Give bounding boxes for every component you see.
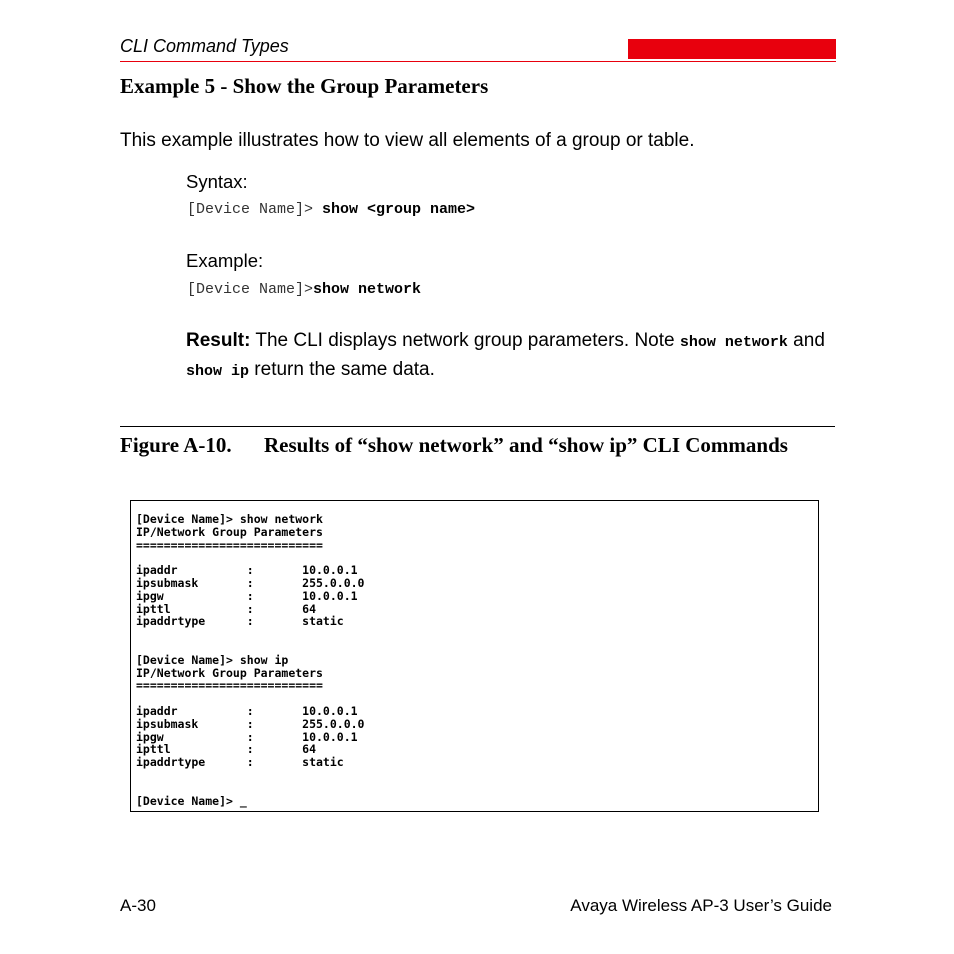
example-prompt: [Device Name]> (187, 281, 314, 298)
console-line: ipsubmask : 255.0.0.0 (136, 716, 365, 731)
example-code (187, 281, 421, 298)
result-code-1: show network (679, 334, 788, 351)
result-text-2: and (787, 330, 825, 351)
console-line: ipaddrtype : static (136, 755, 344, 770)
console-line: ipgw : 10.0.0.1 (136, 588, 358, 603)
section-title: CLI Command Types (120, 36, 289, 56)
console-screenshot (130, 500, 819, 812)
console-line: [Device Name]> show network (136, 512, 323, 526)
console-line: ipaddr : 10.0.0.1 (136, 703, 358, 718)
header-accent-bar (628, 39, 836, 59)
example-label: Example: (186, 250, 264, 271)
intro-paragraph: This example illustrates how to view all elements of a group or table. (120, 130, 695, 151)
example-heading: Example 5 - Show the Group Parameters (120, 74, 489, 98)
example-command: show network (313, 281, 422, 298)
syntax-label: Syntax: (186, 171, 248, 192)
header-rule (120, 61, 836, 62)
syntax-prompt: [Device Name]> (187, 201, 323, 218)
console-line: ipttl : 64 (136, 742, 317, 757)
syntax-command: show <group name> (322, 201, 476, 218)
console-line: =========================== (136, 678, 323, 693)
figure-rule (120, 426, 835, 427)
console-line: [Device Name]> show ip (136, 652, 289, 667)
syntax-code (187, 201, 475, 218)
console-line: =========================== (136, 537, 323, 552)
result-text-1: The CLI displays network group parameters. Note (250, 330, 680, 351)
page-number: A-30 (120, 896, 156, 915)
result-text-3: return the same data. (249, 359, 435, 380)
console-line: ipaddr : 10.0.0.1 (136, 563, 358, 578)
figure-title: Results of “show network” and “show ip” CLI Commands (264, 433, 788, 457)
result-code-2: show ip (186, 363, 250, 380)
figure-caption (120, 434, 836, 456)
console-line: [Device Name]> _ (136, 793, 247, 808)
result-paragraph (186, 327, 826, 385)
console-line: ipaddrtype : static (136, 614, 344, 629)
guide-title: Avaya Wireless AP-3 User’s Guide (570, 896, 832, 915)
console-line: IP/Network Group Parameters (136, 524, 323, 539)
console-line: ipgw : 10.0.0.1 (136, 729, 358, 744)
console-line: ipsubmask : 255.0.0.0 (136, 575, 365, 590)
figure-number: Figure A-10. (120, 433, 232, 457)
console-output (136, 513, 364, 807)
console-line: ipttl : 64 (136, 601, 317, 616)
console-line: IP/Network Group Parameters (136, 665, 323, 680)
result-label: Result: (186, 330, 251, 351)
